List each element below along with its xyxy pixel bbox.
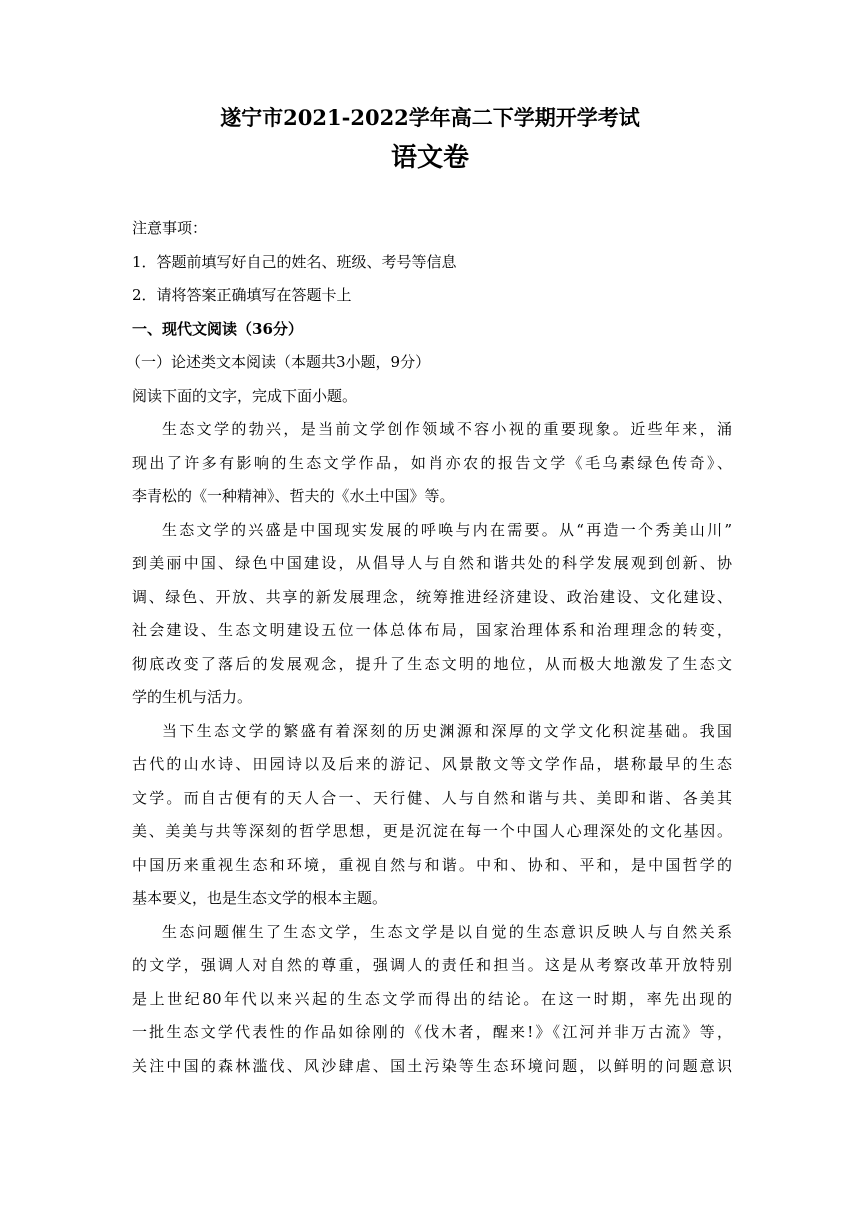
paragraph-line: 到美丽中国、绿色中国建设，从倡导人与自然和谐共处的科学发展观到创新、协 <box>132 554 732 572</box>
paragraph-line: 李青松的《一种精神》、哲夫的《水土中国》等。 <box>132 487 455 505</box>
paragraph-line: 的文学，强调人对自然的尊重，强调人的责任和担当。这是从考察改革开放特别 <box>132 956 732 974</box>
paragraph <box>132 514 732 715</box>
document-body <box>126 212 732 1083</box>
paragraph-line: 生态文学的勃兴，是当前文学创作领域不容小视的重要现象。近些年来，涌 <box>162 420 732 438</box>
paragraph-line: 中国历来重视生态和环境，重视自然与和谐。中和、协和、平和，是中国哲学的 <box>132 855 732 874</box>
notice-item: 1．答题前填写好自己的姓名、班级、考号等信息 <box>132 252 457 271</box>
subsection-heading: （一）论述类文本阅读（本题共3小题，9分） <box>126 353 431 371</box>
paragraph-line: 社会建设、生态文明建设五位一体总体布局，国家治理体系和治理理念的转变， <box>132 621 732 639</box>
paragraph-line: 美、美美与共等深刻的哲学思想，更是沉淀在每一个中国人心理深处的文化基因。 <box>132 822 732 840</box>
instruction-text: 阅读下面的文字，完成下面小题。 <box>132 386 358 405</box>
document-title: 遂宁市2021-2022学年高二下学期开学考试 <box>220 105 640 130</box>
paragraph-line: 彻底改变了落后的发展观念，提升了生态文明的地位，从而极大地激发了生态文 <box>132 654 732 673</box>
paragraph-line: 一批生态文学代表性的作品如徐刚的《伐木者，醒来!》《江河并非万古流》等， <box>132 1023 732 1041</box>
paragraph-line: 学的生机与活力。 <box>132 688 253 706</box>
paragraph-line: 当下生态文学的繁盛有着深刻的历史渊源和深厚的文学文化积淀基础。我国 <box>162 721 732 740</box>
paragraph-line: 生态文学的兴盛是中国现实发展的呼唤与内在需要。从“再造一个秀美山川” <box>162 520 732 539</box>
paragraph-line: 文学。而自古便有的天人合一、天行健、人与自然和谐与共、美即和谐、各美其 <box>132 788 732 807</box>
paragraph-line: 关注中国的森林滥伐、风沙肆虐、国土污染等生态环境问题，以鲜明的问题意识 <box>132 1056 732 1075</box>
paragraph-line: 调、绿色、开放、共享的新发展理念，统筹推进经济建设、政治建设、文化建设、 <box>132 587 732 606</box>
notice-heading: 注意事项： <box>132 219 208 237</box>
paragraph <box>132 715 732 916</box>
paragraph-line: 是上世纪80年代以来兴起的生态文学而得出的结论。在这一时期，率先出现的 <box>132 989 732 1008</box>
paragraph-line: 生态问题催生了生态文学，生态文学是以自觉的生态意识反映人与自然关系 <box>162 922 732 941</box>
document-subtitle: 语文卷 <box>390 143 469 173</box>
paragraph-line: 基本要义，也是生态文学的根本主题。 <box>132 889 388 907</box>
paragraph <box>132 413 732 514</box>
paragraph <box>132 916 732 1084</box>
section-heading: 一、现代文阅读（36分） <box>132 319 303 338</box>
paragraph-line: 现出了许多有影响的生态文学作品，如肖亦农的报告文学《毛乌素绿色传奇》、 <box>132 453 732 472</box>
notice-item: 2．请将答案正确填写在答题卡上 <box>132 286 352 304</box>
paragraph-line: 古代的山水诗、田园诗以及后来的游记、风景散文等文学作品，堪称最早的生态 <box>132 755 732 773</box>
